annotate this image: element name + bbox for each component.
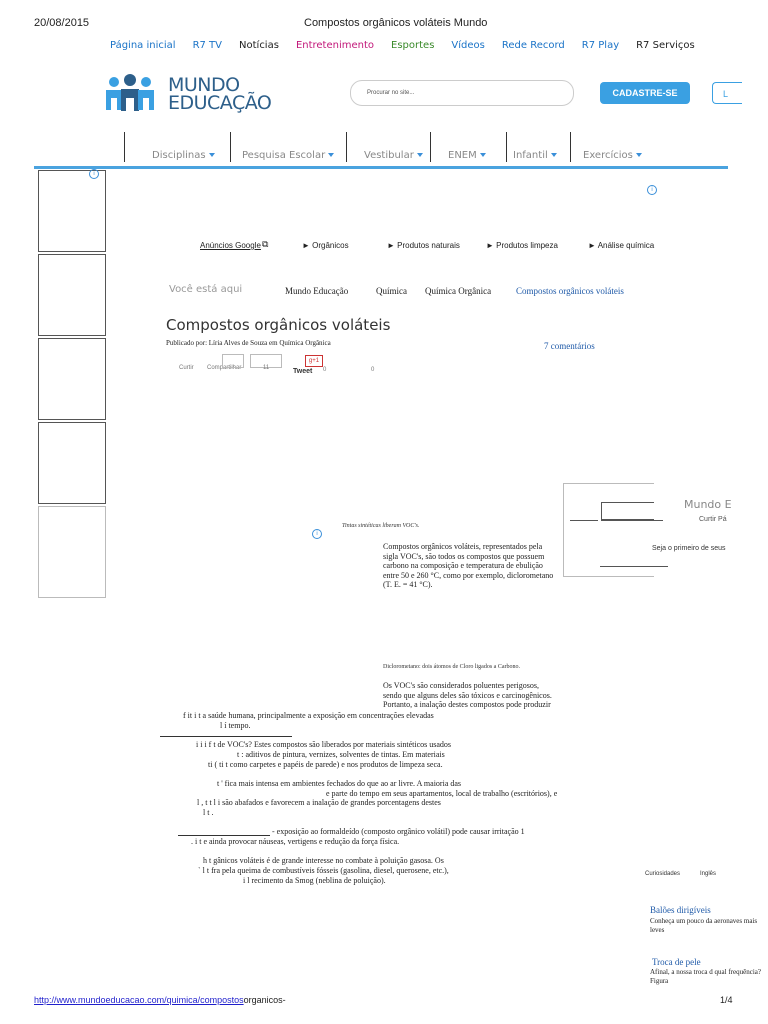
text-line: t ' fica mais intensa em ambientes fechados do que ao ar livre. A maioria das (217, 779, 462, 788)
chevron-down-icon (551, 153, 557, 157)
text-line: Compostos orgânicos voláteis, representados pela (383, 542, 543, 551)
paragraph-2 (383, 681, 552, 710)
logo-text-mundo: MUNDO (168, 74, 240, 96)
divider (178, 835, 270, 836)
search-placeholder: Procurar no site... (367, 90, 415, 96)
widget-line (570, 520, 598, 521)
breadcrumb-item[interactable]: Química Orgânica (425, 286, 492, 296)
gplus-count: 0 (371, 367, 375, 373)
ad-choices-icon[interactable]: ⧉ (262, 239, 269, 249)
fb-count: 11 (263, 365, 270, 371)
nav-divider (230, 132, 231, 162)
text-line: entre 50 e 260 °C, como por exemplo, diclorometano (383, 570, 554, 580)
text-line: h t gânicos voláteis é de grande interesse no combate à poluição gasosa. Os (203, 856, 444, 865)
nav-divider (506, 132, 507, 162)
r7-nav-item[interactable]: R7 Serviços (636, 40, 695, 51)
divider (160, 736, 292, 737)
ad-info-icon[interactable]: i (647, 185, 657, 195)
chevron-down-icon (417, 153, 423, 157)
nav-disciplinas[interactable] (152, 150, 215, 161)
ad-box[interactable] (38, 338, 106, 420)
chevron-down-icon (480, 153, 486, 157)
text-line: sigla VOC's, são todos os compostos que possuem (383, 551, 545, 561)
curtir-button[interactable]: Curtir (179, 365, 194, 371)
nav-label: Pesquisa Escolar (242, 150, 326, 161)
r7-nav-item[interactable]: Página inicial (110, 40, 176, 51)
widget-line (601, 520, 663, 521)
login-button[interactable]: L (712, 82, 742, 104)
text-line: carbono na composição e temperatura de ebulição (383, 561, 543, 570)
article-byline: Publicado por: Líria Alves de Souza em Química Orgânica (166, 339, 331, 347)
ad-box[interactable] (38, 254, 106, 336)
search-input[interactable] (350, 80, 574, 106)
nav-label: Infantil (513, 150, 548, 161)
nav-pesquisa-escolar[interactable] (242, 150, 334, 161)
breadcrumb-item[interactable]: Mundo Educação (285, 286, 349, 296)
r7-nav-item[interactable]: Esportes (391, 40, 435, 51)
text-line: f it i t a saúde humana, principalmente a exposição em concentrações elevadas (183, 711, 434, 720)
text-line: ` l t fra pela queima de combustíveis fósseis (gasolina, diesel, querosene, etc.), (198, 866, 449, 875)
sidebar-article-desc: Afinal, a nossa troca d qual frequência? Figura (650, 968, 761, 985)
google-ads-label[interactable]: Anúncios Google (200, 241, 261, 250)
nav-divider (346, 132, 347, 162)
r7-nav-item[interactable]: R7 Play (581, 40, 620, 51)
nav-enem[interactable] (448, 150, 486, 161)
fb-like-page-button[interactable]: Curtir Pá (699, 516, 727, 523)
r7-nav-item[interactable]: R7 TV (192, 40, 223, 51)
r7-top-nav (110, 40, 712, 51)
text-line: l í tempo. (220, 721, 251, 730)
ad-link[interactable]: ► Produtos limpeza (486, 241, 558, 250)
tab-curiosidades[interactable]: Curiosidades (645, 871, 681, 877)
nav-exercicios[interactable] (583, 150, 642, 161)
text-line: sendo que alguns deles são tóxicos e carcinogênicos. (383, 690, 552, 700)
text-line: - exposição ao formaldeído (composto orgânico volátil) pode causar irritação 1 (272, 827, 525, 836)
left-ad-column (38, 170, 106, 600)
text-line: l , t t l i são abafados e favorecem a inalação de grandes porcentagens destes (197, 798, 441, 807)
main-nav (34, 132, 728, 169)
page-number: 1/4 (720, 995, 733, 1005)
ad-link[interactable]: ► Produtos naturais (387, 241, 460, 250)
ad-box[interactable] (38, 506, 106, 598)
cadastre-se-button[interactable]: CADASTRE-SE (600, 82, 690, 104)
ad-info-icon[interactable]: i (312, 529, 322, 539)
sidebar-article-desc: Conheça um pouco da aeronaves mais leves (650, 917, 758, 934)
ad-box[interactable] (38, 422, 106, 504)
tweet-count: 0 (323, 367, 327, 373)
compartilhar-button[interactable]: Compartilhar (207, 365, 242, 371)
text-line: i i i f t de VOC's? Estes compostos são liberados por materiais sintéticos usados (196, 740, 452, 749)
r7-nav-item[interactable]: Notícias (239, 40, 279, 51)
footer-url-rest: organicos- (243, 995, 286, 1005)
chevron-down-icon (636, 153, 642, 157)
text-line: e parte do tempo em seus apartamentos, local de trabalho (escritórios), e (326, 789, 558, 798)
tab-ingles[interactable]: Inglês (700, 871, 717, 877)
footer-url (34, 995, 286, 1005)
nav-label: Disciplinas (152, 150, 206, 161)
fb-like-box[interactable] (222, 354, 244, 368)
nav-divider (124, 132, 125, 162)
facebook-widget (563, 483, 654, 577)
comments-link[interactable]: 7 comentários (544, 341, 595, 351)
nav-label: Exercícios (583, 150, 633, 161)
print-title: Compostos orgânicos voláteis Mundo (304, 17, 488, 29)
image-caption: Tintas sintéticas liberam VOC's. (342, 523, 420, 529)
text-line: ti ( ti t como carpetes e papéis de parede) e nos produtos de limpeza seca. (208, 760, 443, 769)
breadcrumb-intro: Você está aqui (169, 284, 243, 295)
text-line: i l recimento da Smog (neblina de poluição). (243, 876, 386, 885)
paragraph-1 (383, 542, 553, 590)
print-date: 20/08/2015 (34, 17, 90, 29)
ad-link[interactable]: ► Análise química (588, 241, 655, 250)
r7-nav-item[interactable]: Vídeos (451, 40, 485, 51)
text-line: . i t e ainda provocar náuseas, vertigens e redução da força física. (191, 837, 400, 846)
nav-infantil[interactable] (513, 150, 557, 161)
r7-nav-item[interactable]: Rede Record (501, 40, 565, 51)
page-title: Compostos orgânicos voláteis (166, 316, 391, 334)
widget-line (600, 566, 668, 567)
text-line: Os VOC's são considerados poluentes perigosos, (383, 681, 539, 690)
fb-first-friend-text: Seja o primeiro de seus (652, 545, 726, 552)
nav-divider (430, 132, 431, 162)
nav-divider (570, 132, 571, 162)
nav-label: ENEM (448, 150, 477, 161)
ad-box[interactable] (38, 170, 106, 252)
nav-label: Vestibular (364, 150, 414, 161)
text-line: (T. E. = 41 °C). (383, 580, 433, 589)
people-logo-icon (104, 74, 156, 114)
footer-url-link[interactable]: http://www.mundoeducacao.com/quimica/compostos (34, 995, 244, 1005)
gplus-button[interactable]: g+1 (305, 355, 323, 367)
text-line: t : aditivos de pintura, vernizes, solventes de tintas. Em materiais (237, 750, 445, 759)
breadcrumb-item[interactable]: Química (376, 286, 407, 296)
breadcrumb-current: Compostos orgânicos voláteis (516, 286, 624, 296)
ad-info-icon[interactable]: i (89, 169, 99, 179)
sidebar-article-title[interactable]: Troca de pele (652, 957, 701, 967)
chevron-down-icon (328, 153, 334, 157)
text-line: Portanto, a inalação destes compostos pode produzir (383, 700, 551, 709)
widget-frame (601, 502, 654, 520)
logo-text-educacao: EDUCAÇÃO (168, 92, 272, 114)
r7-nav-item[interactable]: Entretenimento (295, 40, 375, 51)
fb-page-name[interactable]: Mundo E (684, 498, 732, 511)
sidebar-article-title[interactable]: Balões dirigíveis (650, 905, 711, 915)
nav-vestibular[interactable] (364, 150, 423, 161)
ad-link[interactable]: ► Orgânicos (302, 241, 349, 250)
chevron-down-icon (209, 153, 215, 157)
text-line: l t . (203, 808, 214, 817)
tweet-button[interactable]: Tweet (293, 368, 313, 375)
image-caption: Diclorometano: dois átomos de Cloro ligados a Carbono. (383, 664, 520, 670)
